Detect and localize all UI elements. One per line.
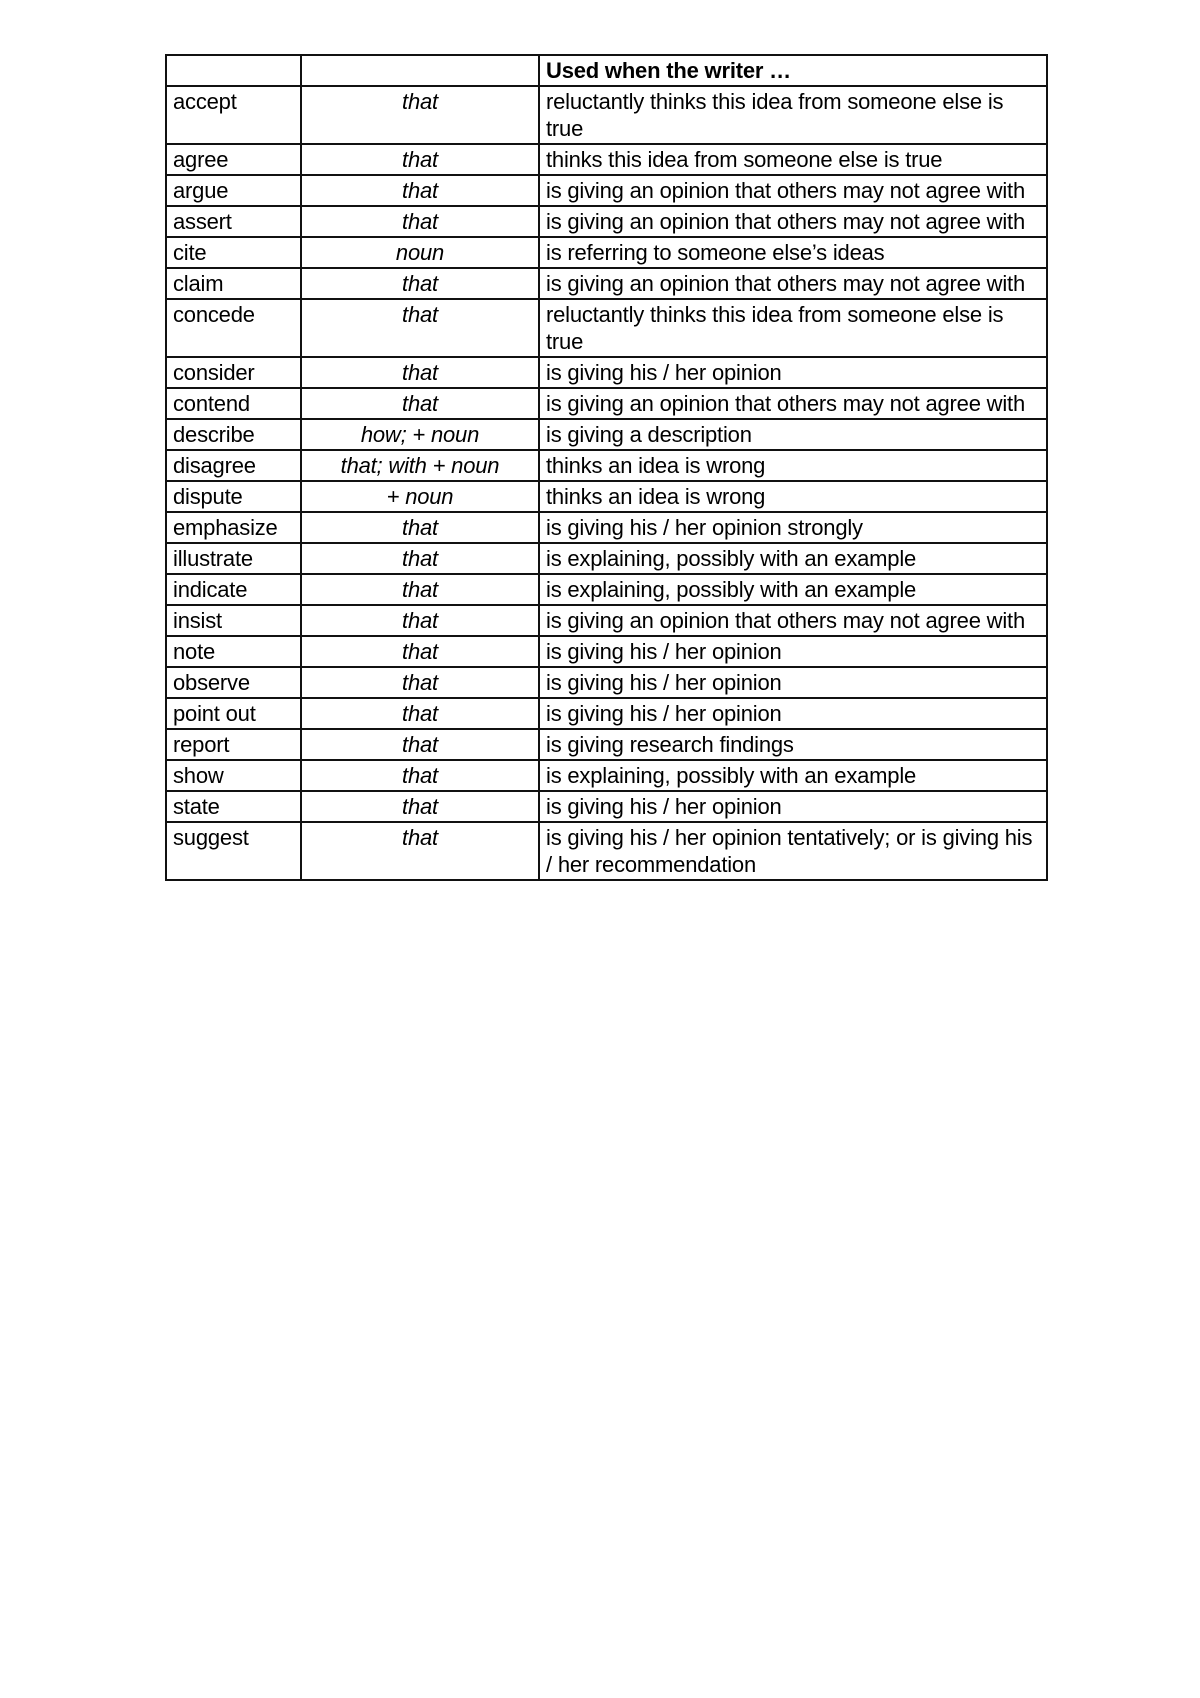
table-row (166, 299, 1047, 357)
meaning-cell: reluctantly thinks this idea from someone else is true (539, 86, 1047, 144)
meaning-cell: is referring to someone else’s ideas (539, 237, 1047, 268)
verb-cell: contend (166, 388, 301, 419)
pattern-cell: that (301, 636, 539, 667)
pattern-cell: that (301, 574, 539, 605)
meaning-cell: is giving an opinion that others may not agree with (539, 268, 1047, 299)
table-row (166, 419, 1047, 450)
pattern-cell: noun (301, 237, 539, 268)
verb-cell: show (166, 760, 301, 791)
header-pattern-cell (301, 55, 539, 86)
meaning-cell: is explaining, possibly with an example (539, 574, 1047, 605)
pattern-cell: that (301, 175, 539, 206)
verb-cell: cite (166, 237, 301, 268)
pattern-cell: that (301, 822, 539, 880)
meaning-cell: is giving an opinion that others may not agree with (539, 175, 1047, 206)
verb-cell: accept (166, 86, 301, 144)
pattern-cell: that (301, 605, 539, 636)
table-row (166, 206, 1047, 237)
header-meaning-cell: Used when the writer … (539, 55, 1047, 86)
verb-cell: describe (166, 419, 301, 450)
verb-cell: note (166, 636, 301, 667)
table-row (166, 450, 1047, 481)
meaning-cell: is giving a description (539, 419, 1047, 450)
table-row (166, 512, 1047, 543)
table-row (166, 481, 1047, 512)
pattern-cell: that (301, 667, 539, 698)
pattern-cell: that (301, 299, 539, 357)
pattern-cell: that (301, 357, 539, 388)
table-row (166, 636, 1047, 667)
table-row (166, 86, 1047, 144)
table-row (166, 144, 1047, 175)
meaning-cell: is giving an opinion that others may not agree with (539, 206, 1047, 237)
pattern-cell: that (301, 512, 539, 543)
meaning-cell: is giving research findings (539, 729, 1047, 760)
verb-cell: consider (166, 357, 301, 388)
verb-cell: dispute (166, 481, 301, 512)
meaning-cell: is explaining, possibly with an example (539, 543, 1047, 574)
meaning-cell: is giving his / her opinion (539, 357, 1047, 388)
verb-cell: indicate (166, 574, 301, 605)
verb-cell: disagree (166, 450, 301, 481)
meaning-cell: reluctantly thinks this idea from someone else is true (539, 299, 1047, 357)
table-row (166, 175, 1047, 206)
table-row (166, 543, 1047, 574)
verb-cell: claim (166, 268, 301, 299)
pattern-cell: that (301, 760, 539, 791)
meaning-cell: thinks an idea is wrong (539, 450, 1047, 481)
table-header-row (166, 55, 1047, 86)
verb-cell: suggest (166, 822, 301, 880)
verb-cell: assert (166, 206, 301, 237)
verb-cell: concede (166, 299, 301, 357)
table-row (166, 268, 1047, 299)
meaning-cell: is giving his / her opinion (539, 636, 1047, 667)
pattern-cell: that (301, 698, 539, 729)
verb-cell: observe (166, 667, 301, 698)
table-row (166, 760, 1047, 791)
pattern-cell: that (301, 388, 539, 419)
pattern-cell: that; with + noun (301, 450, 539, 481)
verb-cell: insist (166, 605, 301, 636)
pattern-cell: that (301, 86, 539, 144)
meaning-cell: is explaining, possibly with an example (539, 760, 1047, 791)
table-row (166, 574, 1047, 605)
header-verb-cell (166, 55, 301, 86)
table-row (166, 791, 1047, 822)
table-row (166, 729, 1047, 760)
verb-cell: illustrate (166, 543, 301, 574)
table-row (166, 388, 1047, 419)
reporting-verbs-table (165, 54, 1048, 881)
pattern-cell: that (301, 206, 539, 237)
meaning-cell: thinks this idea from someone else is true (539, 144, 1047, 175)
meaning-cell: is giving his / her opinion tentatively; or is giving his / her recommendation (539, 822, 1047, 880)
verb-cell: report (166, 729, 301, 760)
verb-cell: emphasize (166, 512, 301, 543)
table-row (166, 357, 1047, 388)
table-row (166, 667, 1047, 698)
meaning-cell: is giving his / her opinion (539, 667, 1047, 698)
pattern-cell: + noun (301, 481, 539, 512)
table-row (166, 822, 1047, 880)
pattern-cell: that (301, 144, 539, 175)
meaning-cell: thinks an idea is wrong (539, 481, 1047, 512)
verb-cell: state (166, 791, 301, 822)
table-row (166, 605, 1047, 636)
table-row (166, 237, 1047, 268)
meaning-cell: is giving an opinion that others may not agree with (539, 388, 1047, 419)
pattern-cell: that (301, 268, 539, 299)
verb-cell: agree (166, 144, 301, 175)
verb-cell: point out (166, 698, 301, 729)
pattern-cell: that (301, 791, 539, 822)
meaning-cell: is giving his / her opinion (539, 698, 1047, 729)
meaning-cell: is giving his / her opinion (539, 791, 1047, 822)
meaning-cell: is giving his / her opinion strongly (539, 512, 1047, 543)
verb-cell: argue (166, 175, 301, 206)
meaning-cell: is giving an opinion that others may not agree with (539, 605, 1047, 636)
table-row (166, 698, 1047, 729)
pattern-cell: that (301, 729, 539, 760)
pattern-cell: that (301, 543, 539, 574)
pattern-cell: how; + noun (301, 419, 539, 450)
